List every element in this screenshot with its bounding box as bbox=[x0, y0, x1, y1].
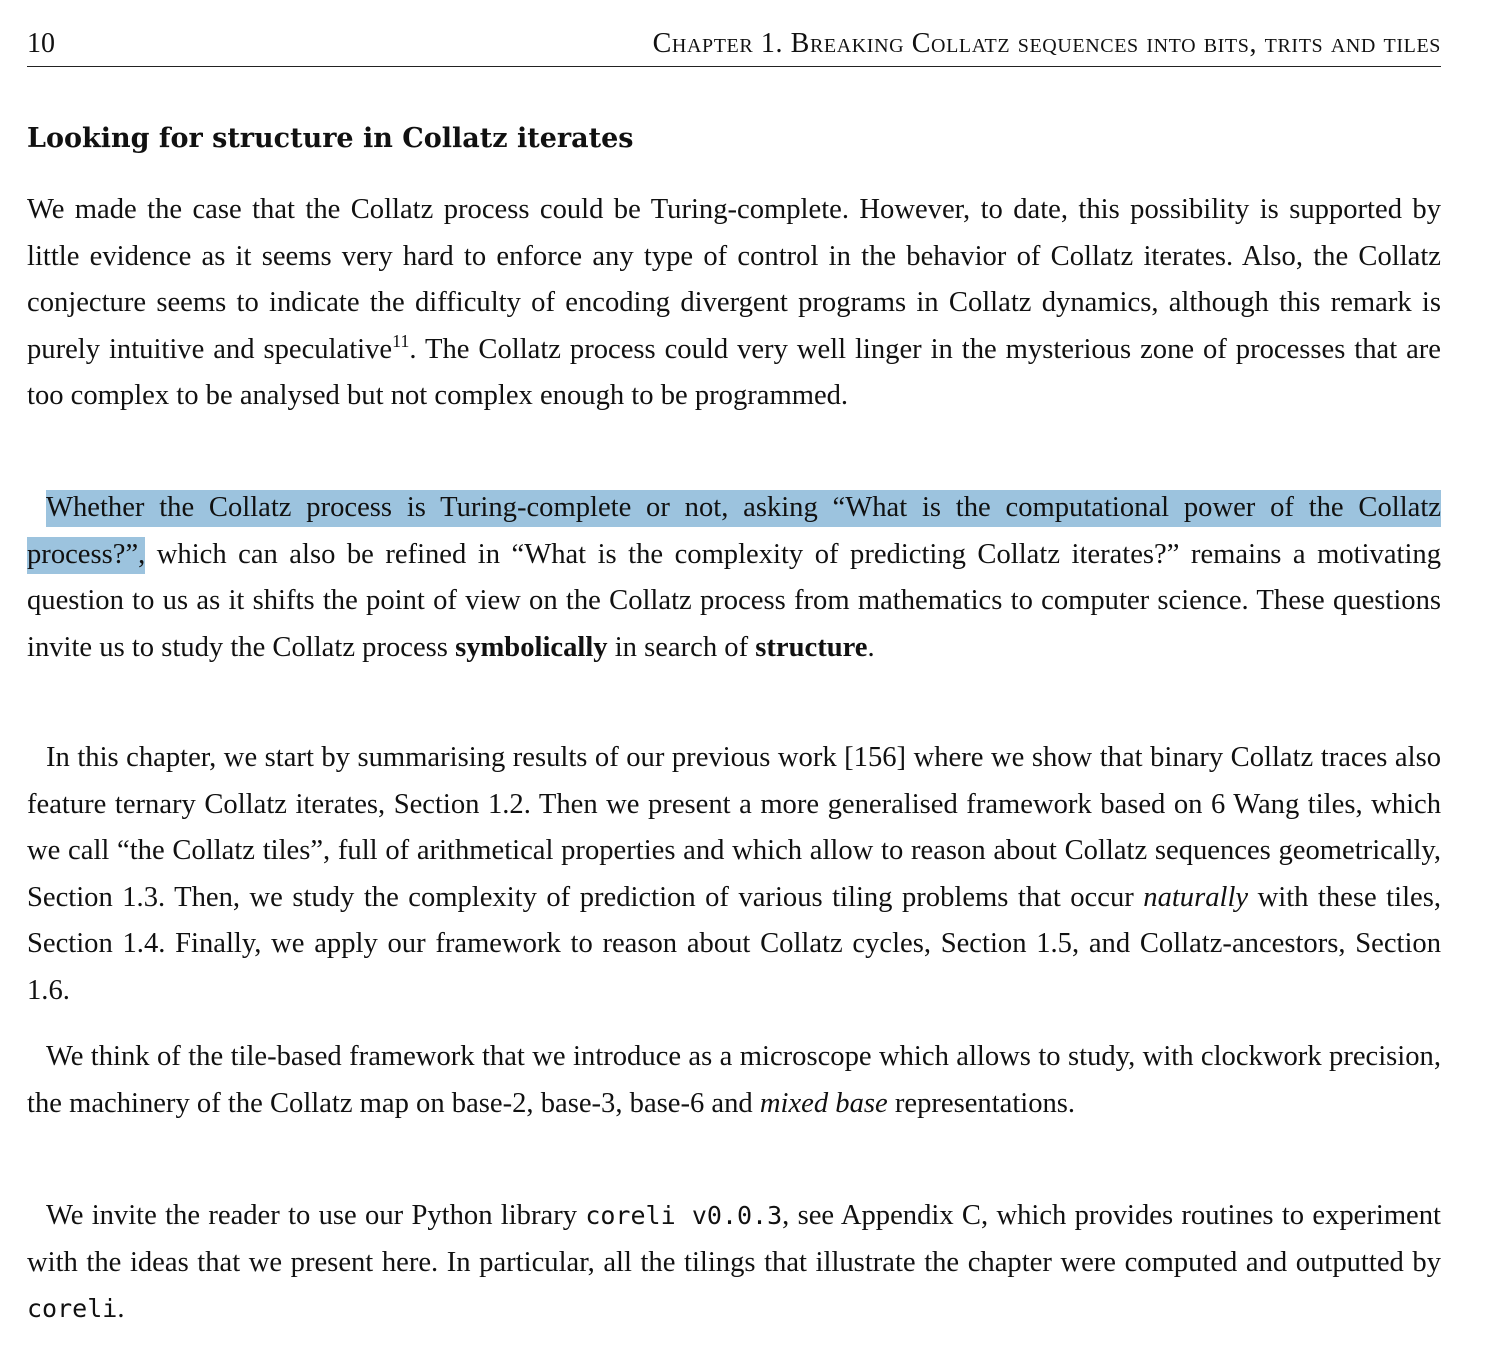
footnote-marker[interactable]: 11 bbox=[392, 330, 410, 351]
paragraph-2-text-c: . bbox=[867, 631, 875, 663]
paragraph-1-text-b: . The Collatz process could very well linger in the mysterious zone of processes that are too complex to be analysed but not complex enough to be programmed. bbox=[27, 333, 1442, 411]
code-library-version: coreli v0.0.3 bbox=[585, 1201, 783, 1230]
paragraph-2 bbox=[27, 485, 1441, 671]
paragraph-1 bbox=[27, 187, 1441, 420]
italic-naturally: naturally bbox=[1143, 881, 1249, 913]
italic-mixed-base: mixed base bbox=[759, 1087, 888, 1119]
paragraph-3-text-a: In this chapter, we start by summarising results of our previous work [156] where we show that binary Collatz traces also feature ternary Collatz iterates, Section 1.2. Then we present a more generalised framework based on 6 Wang tiles, which we call “the Collatz tiles”, full of arithmetical properties and which allow to reason about Collatz sequences geometrically, Section 1.3. Then, we study the complexity of prediction of various tiling problems that occur bbox=[27, 742, 1441, 913]
page-number: 10 bbox=[27, 28, 55, 59]
paragraph-5-text-b: , see Appendix C, which provides routines to experiment with the ideas that we present here. In particular, all the tilings that illustrate the chapter were computed and outputted by bbox=[27, 1200, 1441, 1278]
paragraph-2-text-b: in search of bbox=[607, 631, 756, 663]
paragraph-3-text-b: with these tiles, Section 1.4. Finally, we apply our framework to reason about Collatz cycles, Section 1.5, and Collatz-ancestors, Section 1.6. bbox=[27, 881, 1441, 1006]
bold-symbolically: symbolically bbox=[455, 631, 608, 663]
selected-text-highlight[interactable]: Whether the Collatz process is Turing-complete or not, asking “What is the computational power of the Collatz process?”, bbox=[27, 490, 1441, 574]
paragraph-4-text-b: representations. bbox=[887, 1087, 1076, 1119]
running-head: Chapter 1. Breaking Collatz sequences into bits, trits and tiles bbox=[652, 28, 1441, 59]
paragraph-4-text-a: We think of the tile-based framework that we introduce as a microscope which allows to study, with clockwork precision, the machinery of the Collatz map on base-2, base-3, base-6 and bbox=[27, 1041, 1441, 1119]
paragraph-5-text-a: We invite the reader to use our Python library bbox=[46, 1200, 586, 1231]
section-title: Looking for structure in Collatz iterates bbox=[27, 123, 634, 154]
bold-structure: structure bbox=[755, 631, 868, 663]
paragraph-1-text-a: We made the case that the Collatz process could be Turing-complete. However, to date, this possibility is supported by little evidence as it seems very hard to enforce any type of control in the behavior of Collatz iterates. Also, the Collatz conjecture seems to indicate the difficulty of encoding divergent programs in Collatz dynamics, although this remark is purely intuitive and speculative bbox=[27, 194, 1441, 365]
paragraph-2-text-a: which can also be refined in “What is the complexity of predicting Collatz iterates?” remains a motivating question to us as it shifts the point of view on the Collatz process from mathematics to computer science. These questions invite us to study the Collatz process bbox=[27, 538, 1441, 663]
paragraph-4 bbox=[27, 1034, 1441, 1127]
page-header bbox=[27, 26, 1441, 67]
paragraph-3 bbox=[27, 735, 1441, 1014]
code-library-name: coreli bbox=[27, 1294, 118, 1323]
paragraph-5-text-c: . bbox=[117, 1293, 125, 1324]
paragraph-5 bbox=[27, 1193, 1441, 1333]
